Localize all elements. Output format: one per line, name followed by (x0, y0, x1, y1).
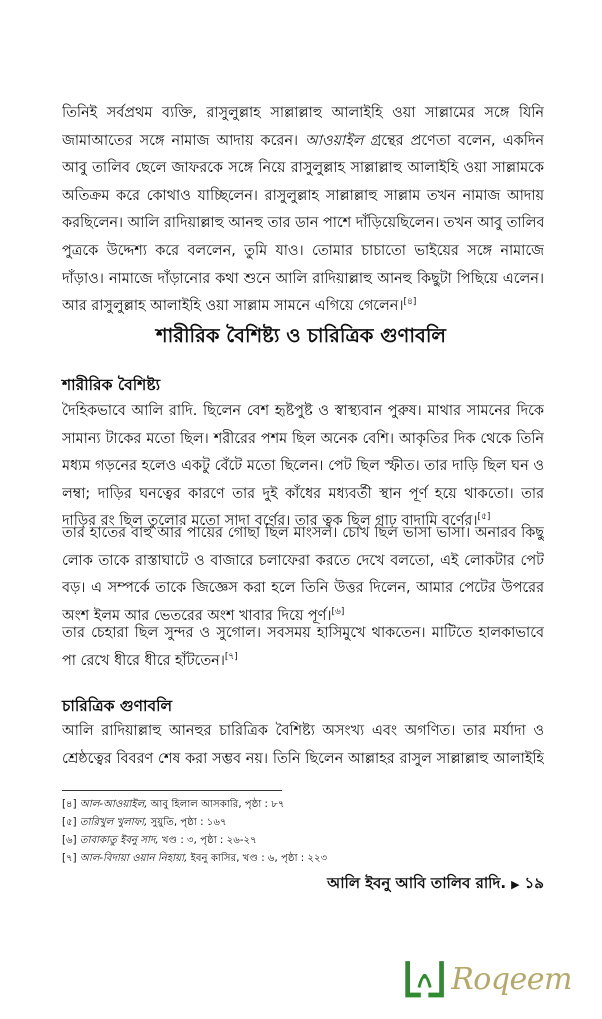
triangle-right-icon: ▶ (511, 878, 520, 891)
watermark-logo (402, 953, 572, 1005)
text-line: শ্রেষ্ঠত্বের বিবরণ শেষ করা সম্ভব নয়। তিনি ছিলেন আল্লাহর রাসুল সাল্লাল্লাহু আলাইহি (62, 750, 544, 767)
text-line: আলি রাদিয়াল্লাহু আনহুর চারিত্রিক বৈশিষ্ট্য অসংখ্য এবং অগণিত। তার মর্যাদা ও (62, 723, 544, 739)
text-line: করছিলেন। আলি রাদিয়াল্লাহু আনহু তার ডান পাশে দাঁড়িয়েছিলেন। তখন আবু তালিব (62, 215, 544, 232)
text-line: দাড়ির রং ছিল তুলোর মতো সাদা বর্ণের। তার ত্বক ছিল গাঢ় বাদামি বর্ণের।[৫] (62, 512, 491, 530)
text-line: দাঁড়াও। নামাজে দাঁড়ানোর কথা শুনে আলি রাদিয়াল্লাহু আনহু কিছুটা পিছিয়ে এলেন। (62, 270, 544, 287)
footnote-ref: [৪] (403, 297, 417, 308)
footnote-ref: [৫] (477, 512, 491, 523)
text-line: অংশ ইলম আর ভেতরের অংশ খাবার দিয়ে পূর্ণ।[৬] (62, 606, 345, 624)
book-title: আলি ইবনু আবি তালিব রাদি. (327, 874, 507, 892)
text-line: জামাআতের সঙ্গে নামাজ আদায় করেন। আওয়াইল গ্রন্থের প্রণেতা বলেন, একদিন (62, 132, 544, 149)
text-line: আর রাসুলুল্লাহ আলাইহি ওয়া সাল্লাম সামনে এগিয়ে গেলেন।[৪] (62, 297, 417, 315)
paragraph-2 (62, 398, 544, 536)
footnote: [৬] তাবাকাতু ইবনু সাদ, খণ্ড : ৩, পৃষ্ঠা : ২৬-২৭ (62, 835, 257, 846)
footnote: [৭] আল-বিদায়া ওয়ান নিহায়া, ইবনু কাসির, খণ্ড : ৬, পৃষ্ঠা : ২২৩ (62, 853, 328, 864)
text-line: মধ্যম গড়নের হলেও একটু বেঁটে মতো ছিলেন। পেট ছিল স্ফীত। তার দাড়ি ছিল ঘন ও (62, 458, 544, 475)
text-line: তার হাতের বাহু আর পায়ের গোছা ছিল মাংসল। চোখ ছিল ভাসা ভাসা। অনারব কিছু (62, 525, 544, 541)
text-line: সামান্য টাকের মতো ছিল। শরীরের পশম ছিল অনেক বেশি। আকৃতির দিক থেকে তিনি (62, 430, 544, 447)
text-line: লোক তাকে রাস্তাঘাটে ও বাজারে চলাফেরা করতে দেখে বলতো, এই লোকটার পেট (62, 552, 544, 569)
paragraph-3 (62, 520, 544, 630)
footnote-ref: [৭] (224, 651, 238, 662)
paragraph-4 (62, 620, 544, 675)
book-title-italic: আওয়াইল (305, 132, 364, 149)
section-heading: শারীরিক বৈশিষ্ট্য ও চারিত্রিক গুণাবলি (156, 324, 446, 347)
text-line: অতিক্রম করে কোথাও যাচ্ছিলেন। রাসুলুল্লাহ সাল্লাল্লাহু সাল্লাম তখন নামাজ আদায় (62, 187, 544, 204)
subheading-character: চারিত্রিক গুণাবলি (62, 697, 173, 715)
paragraph-5 (62, 718, 544, 773)
logo-emblem-icon (402, 956, 447, 1002)
page-number: ১৯ (524, 874, 544, 892)
footnote: [৫] তারিখুল খুলাফা, সুয়ুতি, পৃষ্ঠা : ১৬৭ (62, 817, 227, 828)
running-footer (327, 872, 544, 897)
text-line: দৈহিকভাবে আলি রাদি. ছিলেন বেশ হৃষ্টপুষ্ট ও স্বাস্থ্যবান পুরুষ। মাথার সামনের দিকে (62, 403, 544, 419)
text-line: লম্বা; দাড়ির ঘনত্বের কারণে তার দুই কাঁধের মধ্যবর্তী স্থান পূর্ণ হয়ে থাকতো। তার (62, 485, 544, 502)
paragraph-1 (62, 100, 544, 321)
text-line: তিনিই সর্বপ্রথম ব্যক্তি, রাসুলুল্লাহ সাল্লাল্লাহু আলাইহি ওয়া সাল্লামের সঙ্গে যিনি (62, 105, 544, 121)
footnote-divider (62, 790, 282, 791)
footnote: [৪] আল-আওয়াইল, আবু হিলাল আসকারি, পৃষ্ঠা : ৮৭ (62, 799, 285, 810)
text-line: বড়। এ সম্পর্কে তাকে জিজ্ঞেস করা হলে তিনি উত্তর দিলেন, আমার পেটের উপরের (62, 580, 544, 597)
subheading-physical: শারীরিক বৈশিষ্ট্য (62, 376, 161, 394)
brand-name: Roqeem (451, 961, 572, 997)
text-line: পা রেখে ধীরে ধীরে হাঁটতেন।[৭] (62, 651, 238, 669)
text-line: আবু তালিব ছেলে জাফরকে সঙ্গে নিয়ে রাসুলুল্লাহ সাল্লাল্লাহু আলাইহি ওয়া সাল্লামকে (62, 160, 544, 177)
text-line: তার চেহারা ছিল সুন্দর ও সুগোল। সবসময় হাসিমুখে থাকতেন। মাটিতে হালকাভাবে (62, 625, 544, 641)
footnote-ref: [৬] (331, 606, 345, 617)
text-line: পুত্রকে উদ্দেশ্য করে বললেন, তুমি যাও। তোমার চাচাতো ভাইয়ের সঙ্গে নামাজে (62, 242, 544, 259)
